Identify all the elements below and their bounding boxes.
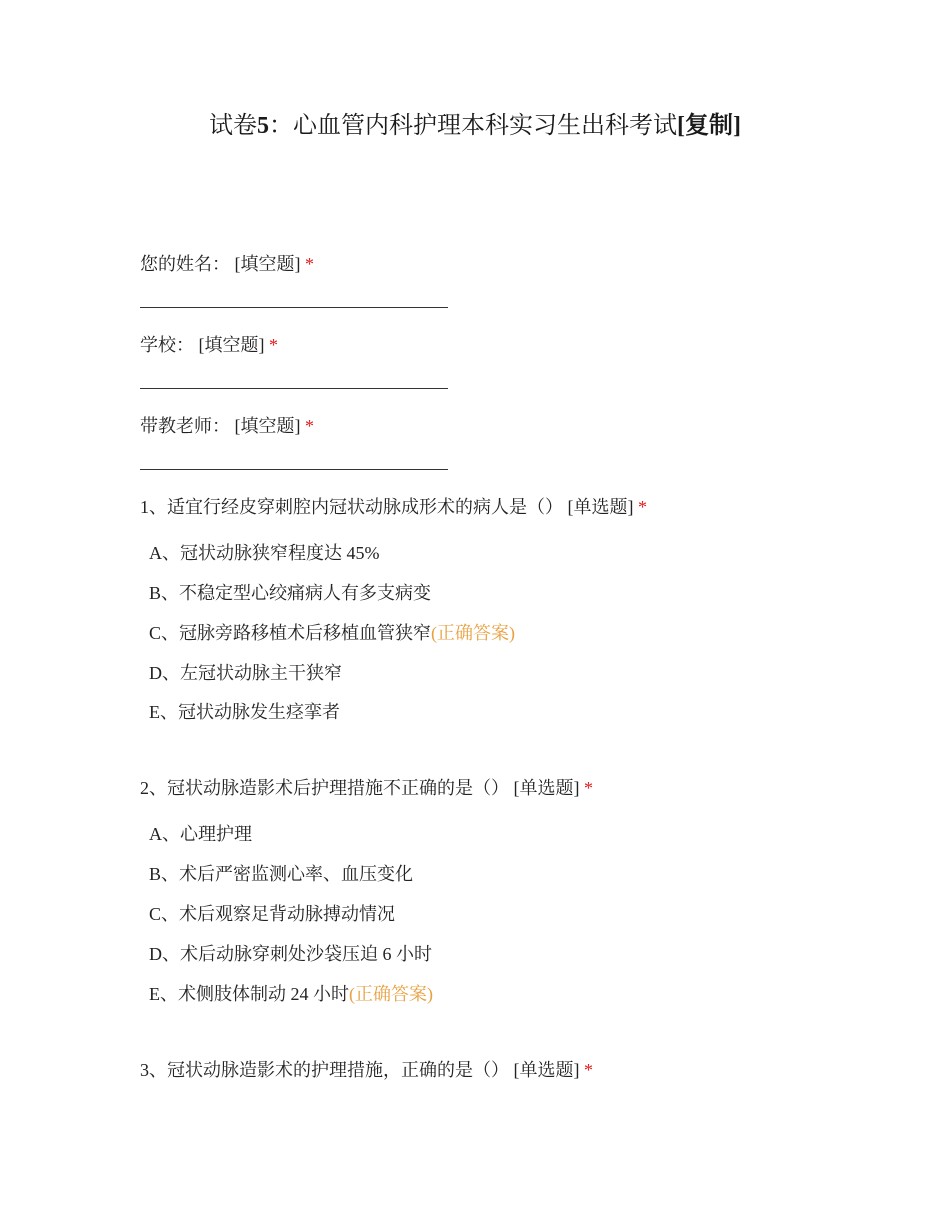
correct-answer-tag: (正确答案) (349, 984, 433, 1004)
q2-option-a[interactable]: A、心理护理 (149, 824, 252, 844)
field-school-label (140, 333, 278, 357)
field-label: 学校： (140, 335, 194, 355)
field-label: 您的姓名： (140, 254, 230, 274)
question-type: [单选题] (567, 497, 634, 517)
question-3 (140, 1058, 593, 1082)
title-main: ：心血管内科护理本科实习生出科考试 (269, 113, 677, 139)
question-text: 1、适宜行经皮穿刺腔内冠状动脉成形术的病人是（） (140, 497, 563, 517)
field-type: [填空题] (198, 335, 265, 355)
q1-option-a[interactable]: A、冠状动脉狭窄程度达 45% (149, 543, 380, 563)
field-type: [填空题] (234, 254, 301, 274)
field-name-label (140, 252, 314, 276)
q2-option-d[interactable]: D、术后动脉穿刺处沙袋压迫 6 小时 (149, 944, 432, 964)
title-number: 5 (257, 113, 269, 139)
question-1 (140, 495, 647, 519)
q1-option-c[interactable]: C、冠脉旁路移植术后移植血管狭窄(正确答案) (149, 623, 516, 643)
q1-option-d[interactable]: D、左冠状动脉主干狭窄 (149, 663, 342, 683)
title-suffix: [复制] (677, 113, 741, 139)
required-mark: * (584, 778, 593, 798)
name-answer-line[interactable] (140, 307, 448, 308)
required-mark: * (269, 335, 278, 355)
question-type: [单选题] (513, 1060, 580, 1080)
teacher-answer-line[interactable] (140, 469, 448, 470)
correct-answer-tag: (正确答案) (431, 623, 516, 643)
q2-option-b[interactable]: B、术后严密监测心率、血压变化 (149, 864, 414, 884)
field-type: [填空题] (234, 416, 301, 436)
q1-option-e[interactable]: E、冠状动脉发生痉挛者 (149, 702, 340, 722)
q2-option-e[interactable]: E、术侧肢体制动 24 小时(正确答案) (149, 984, 433, 1004)
q2-option-c[interactable]: C、术后观察足背动脉搏动情况 (149, 904, 396, 924)
question-text: 2、冠状动脉造影术后护理措施不正确的是（） (140, 778, 509, 798)
q1-option-b[interactable]: B、不稳定型心绞痛病人有多支病变 (149, 583, 432, 603)
field-label: 带教老师： (140, 416, 230, 436)
question-2 (140, 776, 593, 800)
page-title (0, 110, 950, 142)
question-text: 3、冠状动脉造影术的护理措施，正确的是（） (140, 1060, 509, 1080)
required-mark: * (638, 497, 647, 517)
question-type: [单选题] (513, 778, 580, 798)
required-mark: * (305, 254, 314, 274)
required-mark: * (305, 416, 314, 436)
school-answer-line[interactable] (140, 388, 448, 389)
title-prefix: 试卷 (209, 113, 257, 139)
required-mark: * (584, 1060, 593, 1080)
field-teacher-label (140, 414, 314, 438)
